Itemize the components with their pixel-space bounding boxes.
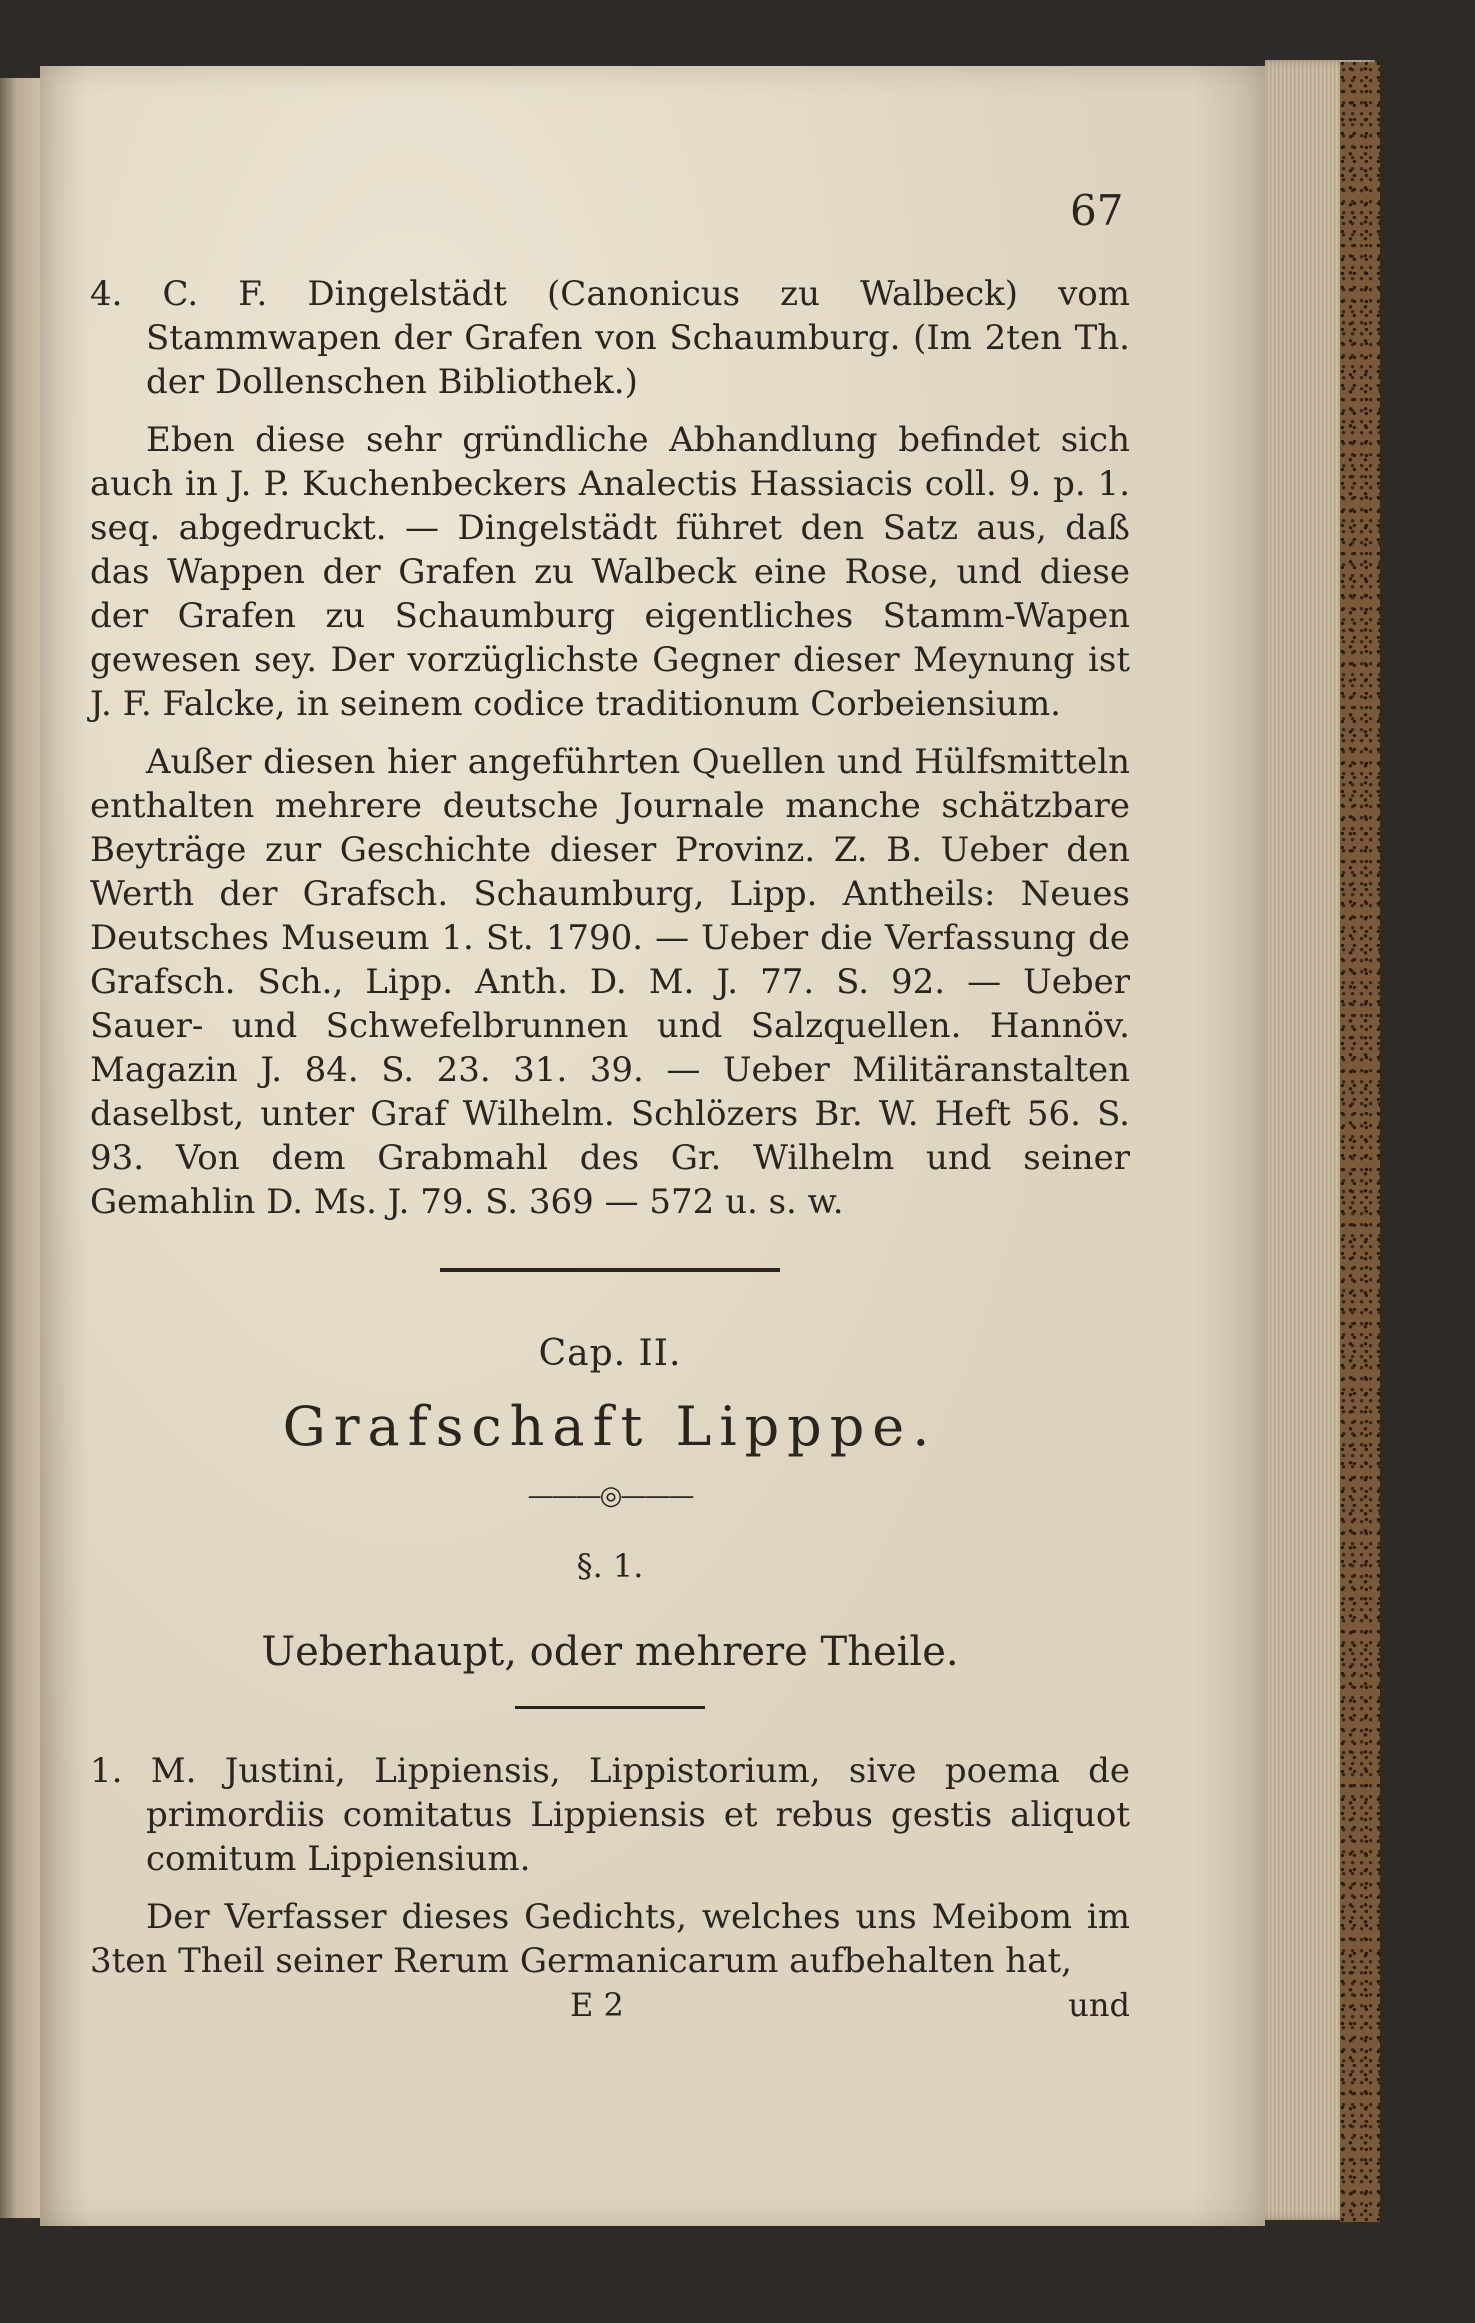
paragraph-3: Der Verfasser dieses Gedichts, welches uns Meibom im 3ten Theil seiner Rerum Germanicarum aufbehalten hat, [90, 1897, 1130, 1981]
page-number: 67 [1070, 186, 1124, 235]
paragraph-2: Außer diesen hier angeführten Quellen und Hülfsmitteln enthalten mehrere deutsche Journale manche schätzbare Beyträge zur Geschichte dieser Provinz. Z. B. Ueber den Werth der Grafsch. Schaumburg, Lipp. Antheils: Neues Deutsches Museum 1. St. 1790. — Ueber die Verfassung de Grafsch. Sch., Lipp. Anth. D. M. J. 77. S. 92. — Ueber Sauer- und Schwefelbrunnen und Salzquellen. Hannöv. Magazin J. 84. S. 23. 31. 39. — Ueber Militäranstalten daselbst, unter Graf Wilhelm. Schlözers Br. W. Heft 56. S. 93. Von dem Grabmahl des Gr. Wilhelm und seiner Gemahlin D. Ms. J. 79. S. 369 — 572 u. s. w. [90, 742, 1130, 1222]
signature-mark: E 2 [570, 1986, 624, 2024]
left-page-edge [0, 78, 40, 2218]
page-content [90, 160, 1130, 2027]
section-heading: §. 1. [576, 1547, 644, 1585]
page-footer [90, 1983, 1130, 2027]
section-subtitle: Ueberhaupt, oder mehrere Theile. [261, 1629, 959, 1675]
bibliography-entry-1: 1. M. Justini, Lippiensis, Lippistorium, sive poema de primordiis comitatus Lippiensis et rebus gestis aliquot comitum Lippiensium. [90, 1751, 1130, 1879]
ornament-divider: ———◎——— [527, 1481, 693, 1511]
paragraph-1: Eben diese sehr gründliche Abhandlung befindet sich auch in J. P. Kuchenbeckers Analectis Hassiacis coll. 9. p. 1. seq. abgedruckt. — Dingelstädt führet den Satz aus, daß das Wappen der Grafen zu Walbeck eine Rose, und diese der Grafen zu Schaumburg eigentliches Stamm-Wapen gewesen sey. Der vorzüglichste Gegner dieser Meynung ist J. F. Falcke, in seinem codice traditionum Corbeiensium. [90, 420, 1130, 724]
bibliography-entry-4: 4. C. F. Dingelstädt (Canonicus zu Walbeck) vom Stammwapen der Grafen von Schaumburg. (Im 2ten Th. der Dollenschen Bibliothek.) [90, 274, 1130, 402]
chapter-title: Grafschaft Lipppe. [282, 1395, 938, 1458]
chapter-heading: Cap. II. [538, 1333, 682, 1374]
book-cover-edge [1340, 62, 1380, 2222]
catchword: und [1068, 1986, 1130, 2024]
